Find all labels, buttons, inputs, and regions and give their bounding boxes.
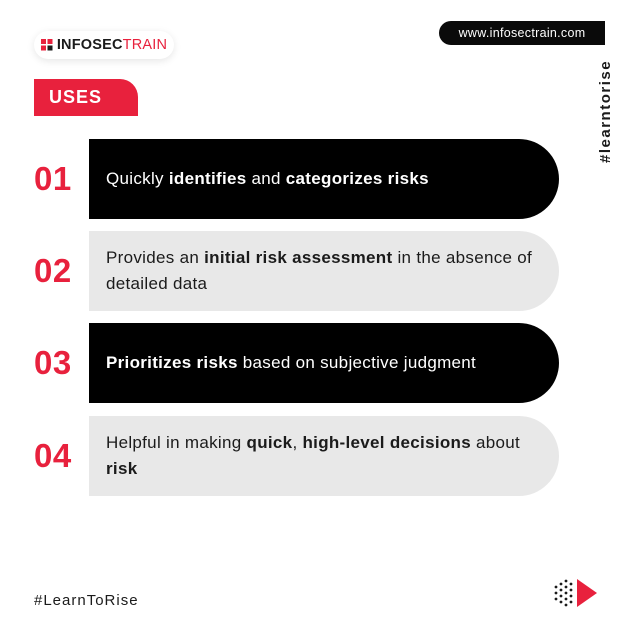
vertical-hashtag: #learntorise [597, 59, 614, 163]
footer-hashtag: #LearnToRise [34, 592, 139, 609]
text-segment-bold: identifies [168, 169, 247, 188]
text-segment-bold: high-level decisions [302, 433, 471, 452]
list-item [34, 139, 560, 219]
brand-logo [34, 31, 174, 59]
item-card [89, 139, 559, 219]
text-segment-bold: categorizes risks [285, 169, 429, 188]
item-text [106, 350, 476, 376]
list-item [34, 323, 560, 403]
text-segment: Helpful in making [106, 433, 247, 452]
text-segment: based on subjective judgment [237, 353, 477, 372]
text-segment-bold: quick [246, 433, 293, 452]
item-card [89, 231, 559, 311]
item-number: 01 [34, 160, 72, 197]
text-segment-bold: risk [106, 459, 138, 478]
item-number: 02 [34, 252, 72, 289]
list-item [34, 231, 560, 311]
text-segment: Quickly [106, 169, 169, 188]
text-segment: , [292, 433, 303, 452]
item-text [106, 245, 543, 297]
item-card [89, 323, 559, 403]
text-segment: Provides an [106, 248, 205, 267]
item-number: 04 [34, 437, 72, 474]
item-text [106, 430, 543, 482]
infosectrain-mark-icon [41, 39, 53, 51]
brand-name-secondary: TRAIN [122, 37, 168, 53]
list-item [34, 416, 560, 496]
section-label: USES [34, 79, 138, 116]
text-segment: about [470, 433, 521, 452]
brand-name-primary: INFOSEC [56, 37, 123, 53]
item-text [106, 166, 429, 192]
dotted-play-arrow-icon [552, 578, 600, 608]
text-segment: and [246, 169, 286, 188]
item-card [89, 416, 559, 496]
text-segment-bold: initial risk assessment [204, 248, 393, 267]
website-url-badge: www.infosectrain.com [439, 21, 605, 45]
text-segment-bold: Prioritizes risks [106, 353, 238, 372]
text-segment: in the absence of detailed data [106, 248, 533, 293]
item-number: 03 [34, 344, 72, 381]
